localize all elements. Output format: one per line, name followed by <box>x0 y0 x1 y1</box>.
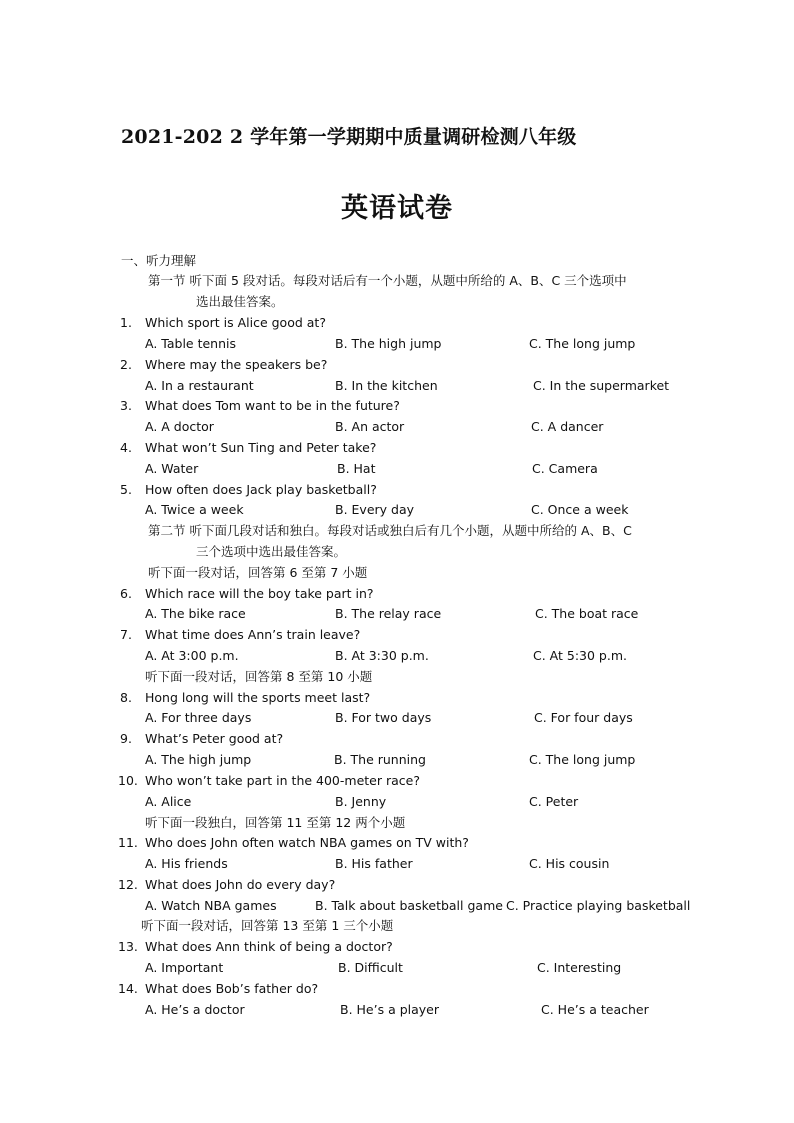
question-number: 1. <box>120 315 132 330</box>
part1-instruction-line2: 选出最佳答案。 <box>196 294 284 309</box>
option-a: A. In a restaurant <box>145 378 254 393</box>
option-a: A. Alice <box>145 794 192 809</box>
option-b: B. The running <box>334 752 426 767</box>
question-text: Who does John often watch NBA games on TV with? <box>145 835 469 850</box>
option-b: B. At 3:30 p.m. <box>335 648 429 663</box>
option-a: A. Important <box>145 960 224 975</box>
option-c: C. In the supermarket <box>533 378 670 393</box>
option-a: A. The bike race <box>145 606 246 621</box>
option-b: B. Talk about basketball game <box>315 898 503 913</box>
option-b: B. For two days <box>335 710 432 725</box>
option-a: A. The high jump <box>145 752 252 767</box>
instruction-q13-14: 听下面一段对话，回答第 13 至第 1 三个小题 <box>141 918 394 933</box>
option-a: A. At 3:00 p.m. <box>145 648 239 663</box>
option-b: B. In the kitchen <box>335 378 438 393</box>
section-heading: 一、听力理解 <box>121 253 197 268</box>
part2-instruction-line1: 第二节 听下面几段对话和独白。每段对话或独白后有几个小题，从题中所给的 A、B、C <box>148 523 632 538</box>
part2-instruction-line2: 三个选项中选出最佳答案。 <box>196 544 347 559</box>
option-a: A. Table tennis <box>145 336 236 351</box>
question-text: What does Bob’s father do? <box>145 981 319 996</box>
option-a: A. Watch NBA games <box>145 898 277 913</box>
question-text: What does John do every day? <box>145 877 336 892</box>
question-text: Which sport is Alice good at? <box>145 315 326 330</box>
option-b: B. His father <box>335 856 413 871</box>
question-text: Which race will the boy take part in? <box>145 586 374 601</box>
option-c: C. His cousin <box>529 856 610 871</box>
question-number: 4. <box>120 440 132 455</box>
option-c: C. The boat race <box>535 606 639 621</box>
option-a: A. For three days <box>145 710 252 725</box>
question-text: What time does Ann’s train leave? <box>145 627 361 642</box>
option-c: C. The long jump <box>529 336 636 351</box>
option-b: B. Hat <box>337 461 376 476</box>
option-b: B. Jenny <box>335 794 387 809</box>
option-c: C. He’s a teacher <box>541 1002 649 1017</box>
instruction-q6-7: 听下面一段对话，回答第 6 至第 7 小题 <box>148 565 368 580</box>
option-a: A. He’s a doctor <box>145 1002 245 1017</box>
question-text: What does Ann think of being a doctor? <box>145 939 393 954</box>
option-b: B. The high jump <box>335 336 442 351</box>
option-c: C. Camera <box>532 461 598 476</box>
question-number: 10. <box>118 773 138 788</box>
option-c: C. A dancer <box>531 419 604 434</box>
part1-instruction-line1: 第一节 听下面 5 段对话。每段对话后有一个小题，从题中所给的 A、B、C 三个选项中 <box>148 273 627 288</box>
instruction-q11-12: 听下面一段独白，回答第 11 至第 12 两个小题 <box>145 815 406 830</box>
question-text: Hong long will the sports meet last? <box>145 690 371 705</box>
option-b: B. Difficult <box>338 960 403 975</box>
option-a: A. His friends <box>145 856 228 871</box>
option-c: C. The long jump <box>529 752 636 767</box>
option-c: C. Peter <box>529 794 579 809</box>
option-c: C. Interesting <box>537 960 622 975</box>
option-c: C. For four days <box>534 710 633 725</box>
question-number: 3. <box>120 398 132 413</box>
question-number: 13. <box>118 939 138 954</box>
option-c: C. Practice playing basketball <box>506 898 691 913</box>
question-number: 9. <box>120 731 132 746</box>
question-text: What does Tom want to be in the future? <box>145 398 400 413</box>
question-text: Where may the speakers be? <box>145 357 328 372</box>
option-a: A. Twice a week <box>145 502 244 517</box>
option-a: A. Water <box>145 461 199 476</box>
question-number: 7. <box>120 627 132 642</box>
option-c: C. Once a week <box>531 502 629 517</box>
question-text: What won’t Sun Ting and Peter take? <box>145 440 377 455</box>
instruction-q8-10: 听下面一段对话，回答第 8 至第 10 小题 <box>145 669 373 684</box>
option-a: A. A doctor <box>145 419 214 434</box>
question-number: 8. <box>120 690 132 705</box>
option-b: B. The relay race <box>335 606 442 621</box>
option-b: B. An actor <box>335 419 405 434</box>
question-number: 6. <box>120 586 132 601</box>
question-number: 2. <box>120 357 132 372</box>
exam-header-title: 2021-202 2 学年第一学期期中质量调研检测八年级 <box>121 126 577 148</box>
question-number: 11. <box>118 835 138 850</box>
question-text: What’s Peter good at? <box>145 731 284 746</box>
option-b: B. He’s a player <box>340 1002 439 1017</box>
question-number: 14. <box>118 981 138 996</box>
option-b: B. Every day <box>335 502 415 517</box>
option-c: C. At 5:30 p.m. <box>533 648 627 663</box>
question-text: How often does Jack play basketball? <box>145 482 377 497</box>
question-number: 12. <box>118 877 138 892</box>
subject-title: 英语试卷 <box>341 193 453 224</box>
question-text: Who won’t take part in the 400-meter race? <box>145 773 420 788</box>
question-number: 5. <box>120 482 132 497</box>
